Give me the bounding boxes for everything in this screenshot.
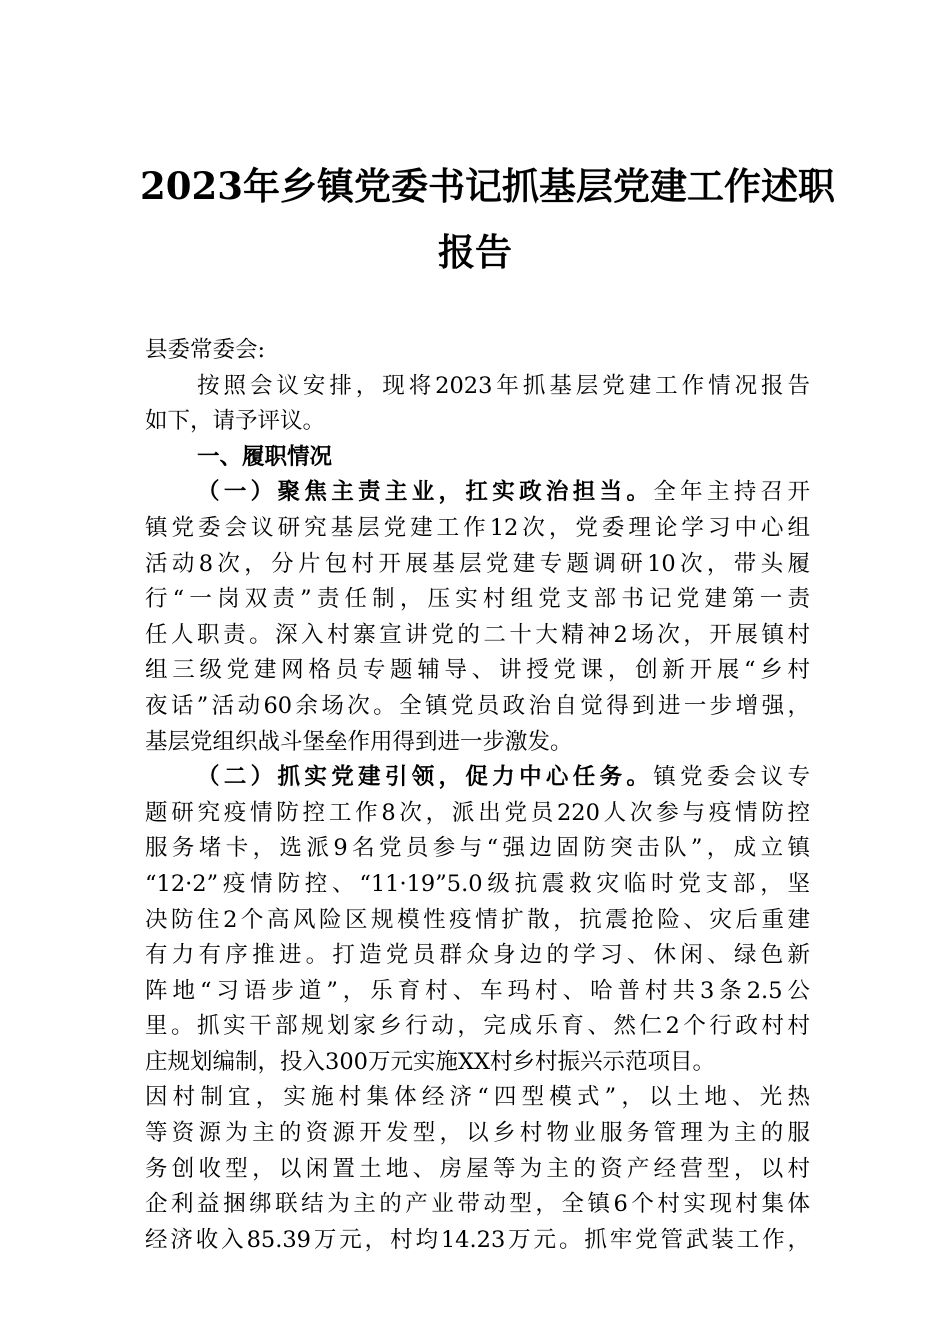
paragraph-1-line: 夜话”活动60余场次。全镇党员政治自觉得到进一步增强， bbox=[145, 692, 810, 719]
paragraph-2-line: 经济收入85.39万元，村均14.23万元。抓牢党管武装工作， bbox=[145, 1226, 810, 1253]
paragraph-2-lead: （二）抓实党建引领，促力中心任务。 bbox=[197, 764, 654, 791]
paragraph-2-line: 里。抓实干部规划家乡行动，完成乐育、然仁2个行政村村 bbox=[145, 1013, 810, 1040]
paragraph-1-line: 基层党组织战斗堡垒作用得到进一步激发。 bbox=[145, 728, 573, 755]
paragraph-2-line: 阵地“习语步道”，乐育村、车玛村、哈普村共3条2.5公 bbox=[145, 977, 810, 1004]
paragraph-2-line: 题研究疫情防控工作8次，派出党员220人次参与疫情防控 bbox=[145, 799, 810, 826]
paragraph-2-line-1 bbox=[145, 760, 810, 796]
paragraph-1-line-1 bbox=[145, 475, 810, 511]
intro-line-1: 按照会议安排，现将2023年抓基层党建工作情况报告 bbox=[197, 372, 810, 399]
document-body bbox=[145, 333, 810, 1258]
paragraph-1-line: 组三级党建网格员专题辅导、讲授党课，创新开展“乡村 bbox=[145, 657, 810, 684]
paragraph-1-first-rest: 全年主持召开 bbox=[653, 479, 810, 506]
salutation: 县委常委会: bbox=[145, 337, 266, 363]
paragraph-1-lead: （一）聚焦主责主业，扛实政治担当。 bbox=[197, 479, 654, 506]
paragraph-2-line: 企利益捆绑联结为主的产业带动型，全镇6个村实现村集体 bbox=[145, 1191, 810, 1218]
paragraph-2-line: 有力有序推进。打造党员群众身边的学习、休闲、绿色新 bbox=[145, 942, 810, 969]
paragraph-1-line: 行“一岗双责”责任制，压实村组党支部书记党建第一责 bbox=[145, 586, 810, 613]
paragraph-1-line: 活动8次，分片包村开展基层党建专题调研10次，带头履 bbox=[145, 550, 810, 577]
paragraph-2-line: 因村制宜，实施村集体经济“四型模式”，以土地、光热 bbox=[145, 1084, 810, 1111]
intro-line-2: 如下，请予评议。 bbox=[145, 408, 326, 435]
paragraph-1-line: 镇党委会议研究基层党建工作12次，党委理论学习中心组 bbox=[145, 514, 810, 541]
paragraph-2-line: 务创收型，以闲置土地、房屋等为主的资产经营型，以村 bbox=[145, 1155, 810, 1182]
paragraph-2-line: 服务堵卡，选派9名党员参与“强边固防突击队”，成立镇 bbox=[145, 835, 810, 862]
paragraph-1-line: 任人职责。深入村寨宣讲党的二十大精神2场次，开展镇村 bbox=[145, 621, 810, 648]
section-heading-duty: 一、履职情况 bbox=[197, 443, 333, 470]
document-title-line-2: 报告 bbox=[438, 230, 512, 274]
document-title-line-1: 2023年乡镇党委书记抓基层党建工作述职 bbox=[140, 164, 835, 208]
paragraph-2-line: “12·2”疫情防控、“11·19”5.0级抗震救灾临时党支部，坚 bbox=[145, 870, 810, 897]
paragraph-2-line: 决防住2个高风险区规模性疫情扩散，抗震抢险、灾后重建 bbox=[145, 906, 810, 933]
paragraph-2-first-rest: 镇党委会议专 bbox=[653, 764, 810, 791]
paragraph-2-line: 庄规划编制，投入300万元实施XX村乡村振兴示范项目。 bbox=[145, 1048, 715, 1075]
paragraph-2-line: 等资源为主的资源开发型，以乡村物业服务管理为主的服 bbox=[145, 1120, 810, 1147]
